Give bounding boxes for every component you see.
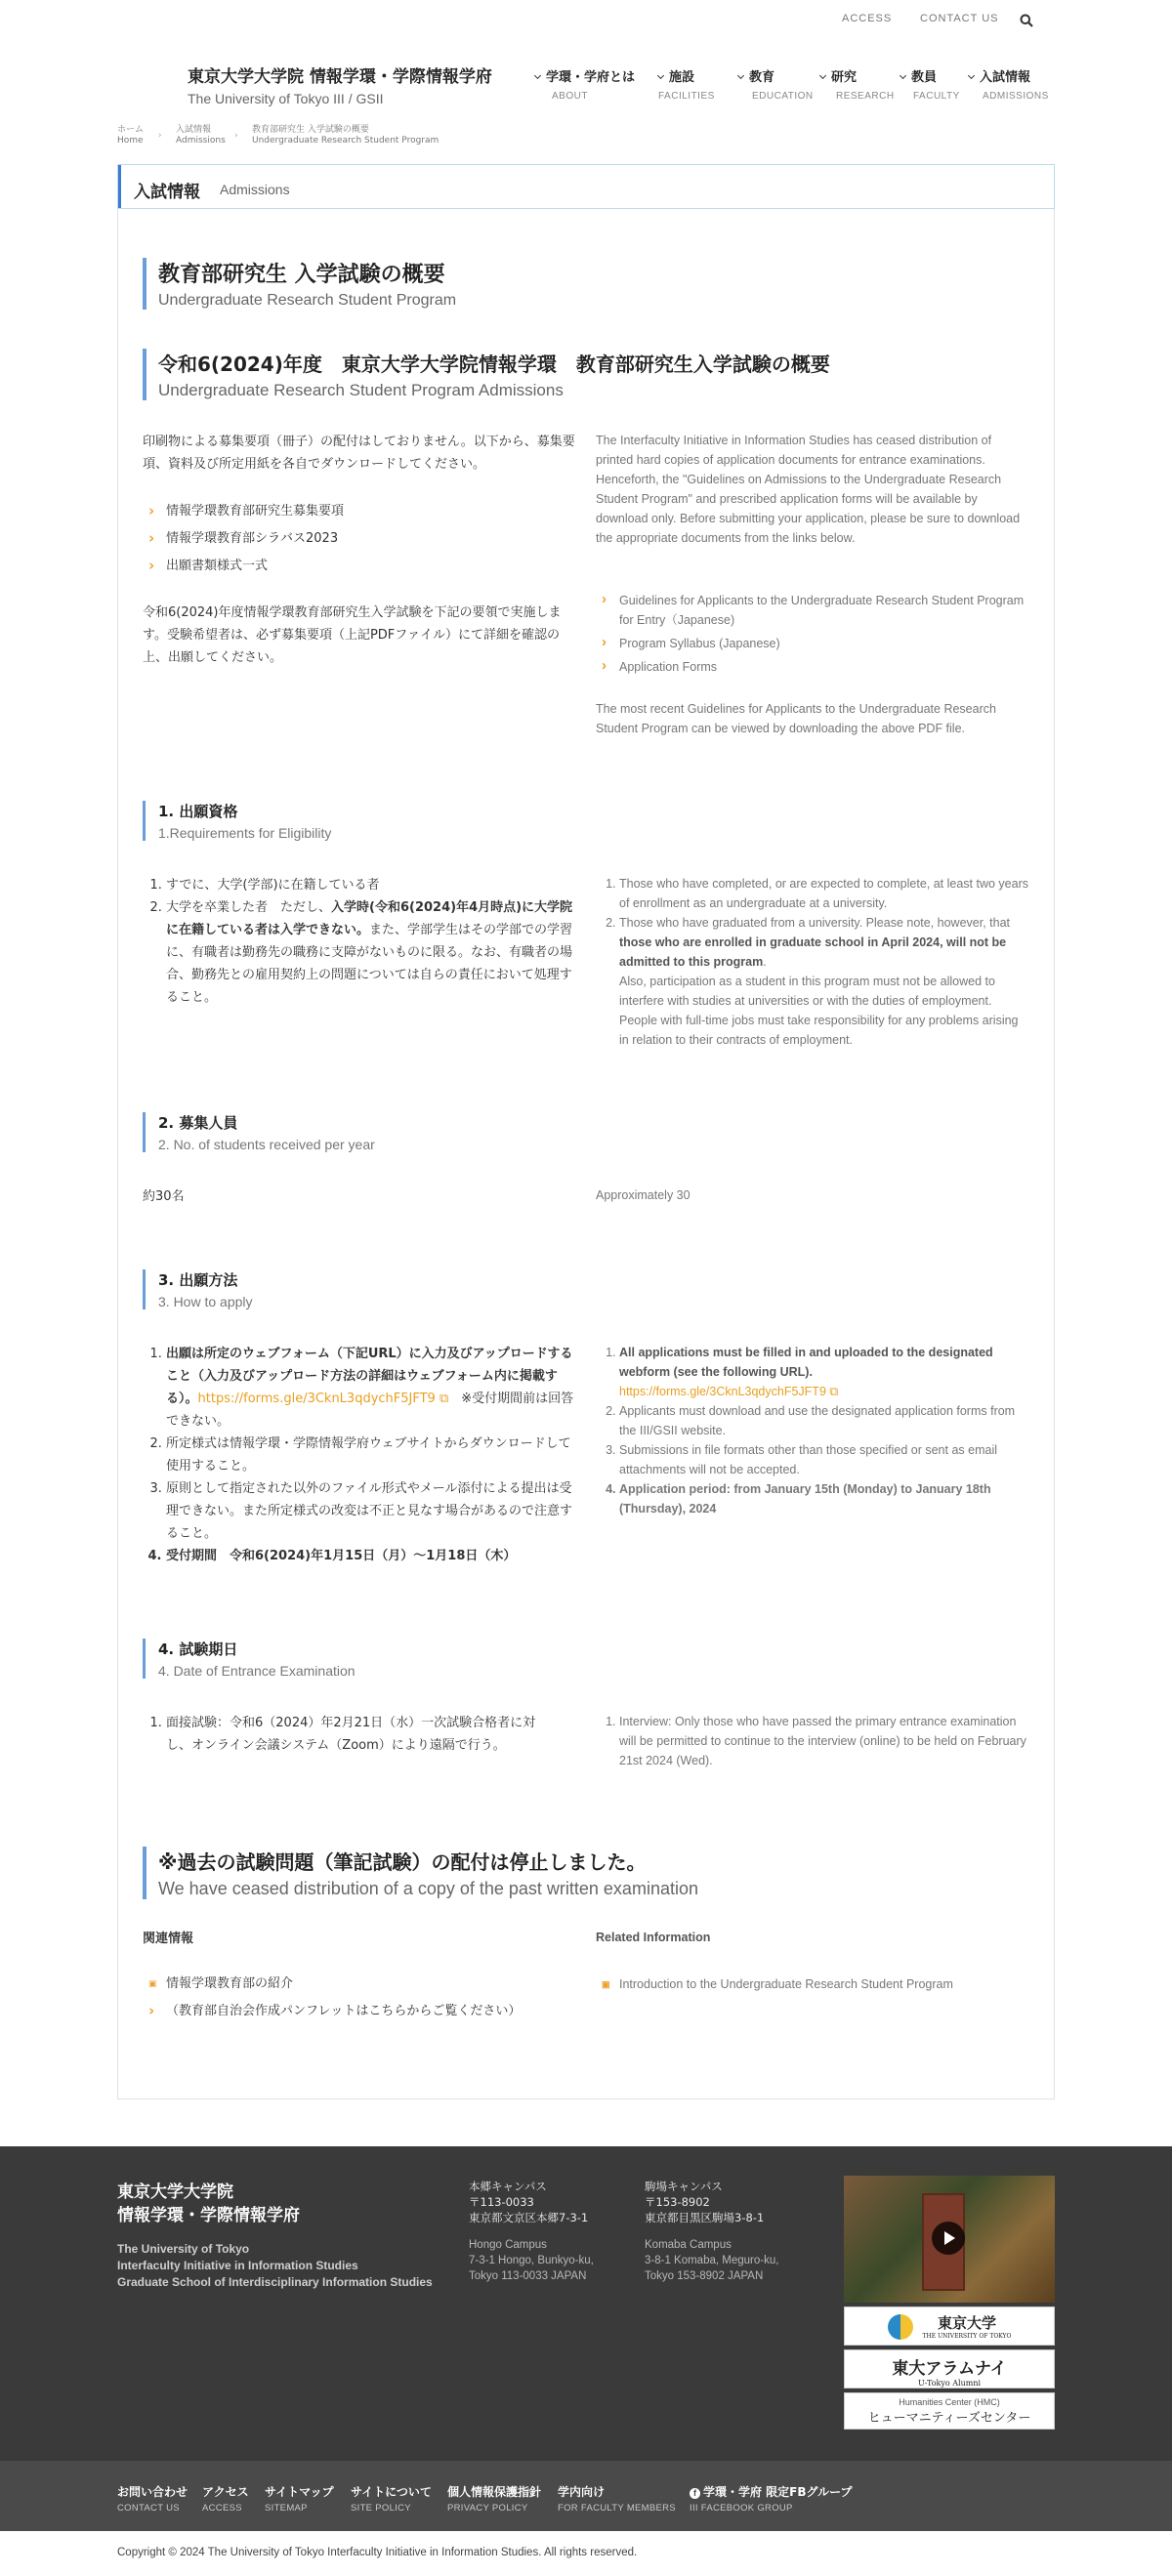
section-title-en: Admissions (220, 182, 290, 197)
exam-en-list (596, 1712, 1029, 1770)
external-link-icon: ⧉ (435, 1392, 449, 1406)
students-en-value: Approximately 30 (596, 1188, 691, 1202)
download-guidelines-en-link[interactable]: › Guidelines for Applicants to the Undergraduate Research Student Program for Entry（Japanese) (596, 591, 1029, 630)
eligibility-en-list (596, 874, 1029, 1050)
footer-privacy-link[interactable]: 個人情報保護指針 PRIVACY POLICY (447, 2485, 542, 2514)
footer-faculty-link[interactable]: 学内向け FOR FACULTY MEMBERS (558, 2485, 676, 2514)
nav-education[interactable]: 教育 EDUCATION (738, 66, 814, 105)
breadcrumb-current: 教育部研究生 入学試験の概要 Undergraduate Research Student Program (252, 125, 440, 145)
chevron-down-icon (968, 72, 975, 79)
heading-exam-date: 4. 試験期日 4. Date of Entrance Examination (143, 1639, 356, 1679)
hongo-campus-address: 本郷キャンパス 〒113-0033 東京都文京区本郷7-3-1 Hongo Campus 7-3-1 Hongo, Bunkyo-ku, Tokyo 113-0033 JAPAN (469, 2180, 594, 2282)
heading-eligibility: 1. 出願資格 1.Requirements for Eligibility (143, 801, 331, 841)
utokyo-logo-icon (888, 2314, 913, 2340)
eligibility-ja-list (143, 874, 576, 1009)
page-title: 教育部研究生 入学試験の概要 Undergraduate Research Student Program (143, 258, 456, 310)
page-subtitle: 令和6(2024)年度 東京大学大学院情報学環 教育部研究生入学試験の概要 Undergraduate Research Student Program Admissions (143, 349, 830, 400)
chevron-down-icon (900, 72, 906, 79)
external-link-icon: ⧉ (825, 1385, 839, 1398)
download-syllabus-en-link[interactable]: › Program Syllabus (Japanese) (596, 634, 1029, 653)
related-en-links (596, 1974, 1029, 1998)
related-ja-links (143, 1971, 576, 2025)
download-guidelines-ja-link[interactable]: › 情報学環教育部研究生募集要項 (143, 498, 576, 525)
list-item: 4. 受付期間 令和6(2024)年1月15日（月）〜1月18日（木） (166, 1545, 576, 1567)
nav-faculty[interactable]: 教員 FACULTY (900, 66, 960, 105)
footer-org-name[interactable]: 東京大学大学院 情報学環・学際情報学府 (117, 2182, 300, 2225)
download-forms-ja-link[interactable]: › 出願書類様式一式 (143, 553, 576, 580)
list-item: 2. Applicants must download and use the designated application forms from the III/GSII website. (619, 1401, 1029, 1440)
list-item: 1. すでに、大学(学部)に在籍している者 (166, 874, 576, 896)
search-icon[interactable] (1020, 13, 1033, 26)
webform-link-en[interactable]: https://forms.gle/3CknL3qdychF5JFT9 (619, 1385, 826, 1398)
chevron-down-icon (737, 72, 744, 79)
apply-ja-list (143, 1343, 576, 1567)
intro-ja-text-2: 令和6(2024)年度情報学環教育部研究生入学試験を下記の要領で実施します。受験希望者は、必ず募集要項（上記PDFファイル）にて詳細を確認の上、出願してください。 (143, 605, 562, 665)
list-item: 4. Application period: from January 15th (Monday) to January 18th (Thursday), 2024 (619, 1479, 1029, 1518)
footer-contact-link[interactable]: お問い合わせ CONTACT US (117, 2485, 188, 2514)
apply-en-list (596, 1343, 1029, 1518)
list-item: 2. Those who have graduated from a university. Please note, however, that those who are enrolled in graduate school in April 2024, will not be admitted to this program. Also, participation as a student in this program must not be allowed to interfere with studies at universities or with the duties of employment. People with full-time jobs must take responsibility for any problems arising in relation to their contracts of employment. (619, 913, 1029, 1050)
site-title[interactable] (188, 62, 492, 106)
komaba-campus-address: 駒場キャンパス 〒153-8902 東京都目黒区駒場3-8-1 Komaba Campus 3-8-1 Komaba, Meguro-ku, Tokyo 153-8902 JAPAN (645, 2180, 779, 2282)
contact-link[interactable]: CONTACT US (920, 13, 999, 24)
nav-about[interactable]: 学環・学府とは ABOUT (535, 66, 635, 105)
chevron-down-icon (657, 72, 664, 79)
intro-en-text-2: The most recent Guidelines for Applicants to the Undergraduate Research Student Program can be viewed by downloading the above PDF file. (596, 702, 996, 735)
access-link[interactable]: ACCESS (842, 13, 893, 24)
footer-site-policy-link[interactable]: サイトについて SITE POLICY (351, 2485, 432, 2514)
list-item: 3. 原則として指定された以外のファイル形式やメール添付による提出は受理できない。また所定様式の改変は不正と見なす場合があるので注意すること。 (166, 1477, 576, 1545)
list-item: 1. 出願は所定のウェブフォーム（下記URL）に入力及びアップロードすること（入力及びアップロード方法の詳細はウェブフォーム内に掲載する）。https://forms.gle/3CknL3qdychF5JFT9 ⧉ ※受付期間前は回答できない。 (166, 1343, 576, 1433)
campus-video-thumbnail[interactable] (844, 2176, 1055, 2303)
footer-access-link[interactable]: アクセス ACCESS (202, 2485, 249, 2514)
related-intro-link[interactable]: ▣ 情報学環教育部の紹介 (143, 1971, 576, 1998)
top-utility-bar (0, 0, 1172, 39)
webform-link[interactable]: https://forms.gle/3CknL3qdychF5JFT9 (197, 1392, 436, 1406)
exam-ja-list (143, 1712, 553, 1757)
chevron-down-icon (819, 72, 826, 79)
chevron-down-icon (534, 72, 541, 79)
facebook-icon: f (690, 2488, 700, 2499)
nav-admissions[interactable]: 入試情報 ADMISSIONS (969, 66, 1049, 105)
section-title-ja: 入試情報 (134, 183, 200, 202)
footer-facebook-link[interactable]: f 学環・学府 限定FBグループ III FACEBOOK GROUP (690, 2485, 853, 2514)
related-pamphlet-link[interactable]: › （教育部自治会作成パンフレットはこちらからご覧ください） (143, 1998, 576, 2025)
list-item: 1. Interview: Only those who have passed the primary entrance examination will be permitted to continue to the interview (online) to be held on February 21st 2024 (Wed). (619, 1712, 1029, 1770)
students-ja-value: 約30名 (143, 1189, 185, 1204)
footer-org-name-en: The University of Tokyo Interfaculty Initiative in Information Studies Graduate School of Interdisciplinary Information Studies (117, 2242, 433, 2289)
related-ja-title: 関連情報 (143, 1932, 194, 1946)
download-forms-en-link[interactable]: › Application Forms (596, 657, 1029, 677)
humanities-center-banner[interactable]: Humanities Center (HMC) ヒューマニティーズセンター (844, 2392, 1055, 2430)
breadcrumb-separator: › (158, 131, 162, 141)
breadcrumb-admissions[interactable]: 入試情報 Admissions (176, 125, 226, 145)
download-syllabus-ja-link[interactable]: › 情報学環教育部シラバス2023 (143, 525, 576, 553)
utokyo-alumni-banner[interactable]: 東大アラムナイ U-Tokyo Alumni (844, 2349, 1055, 2389)
related-en-title: Related Information (596, 1931, 711, 1944)
section-header (117, 164, 1055, 209)
site-title-en: The University of Tokyo III / GSII (188, 91, 384, 106)
nav-facilities[interactable]: 施設 FACILITIES (658, 70, 715, 102)
play-icon[interactable] (932, 2222, 965, 2255)
list-item: 2. 大学を卒業した者 ただし、入学時(令和6(2024)年4月時点)に大学院に在籍している者は入学できない。また、学部学生はその学部での学習に、有職者は勤務先の職務に支障がないものに限る。なお、有職者の場合、勤務先との雇用契約上の問題については自らの責任において処理すること。 (166, 896, 576, 1009)
list-item: 1. Those who have completed, or are expected to complete, at least two years of enrollment as an undergraduate at a university. (619, 874, 1029, 913)
nav-research[interactable]: 研究 RESEARCH (820, 66, 895, 105)
related-intro-en-link[interactable]: ▣ Introduction to the Undergraduate Research Student Program (596, 1974, 1029, 1994)
breadcrumb-home[interactable]: ホーム Home (117, 125, 145, 145)
heading-students: 2. 募集人員 2. No. of students received per year (143, 1112, 375, 1152)
breadcrumb-separator: › (234, 131, 238, 141)
heading-how-to-apply: 3. 出願方法 3. How to apply (143, 1269, 253, 1309)
intro-en-text: The Interfaculty Initiative in Information Studies has ceased distribution of printed hard copies of application documents for entrance examinations. Henceforth, the "Guidelines on Admissions to the Undergraduate Research Student Program" and prescribed application forms will be available by download only. Before submitting your application, please be sure to download the appropriate documents from the links below. (596, 434, 1021, 545)
list-item: 1. 面接試験：令和6（2024）年2月21日（水）一次試験合格者に対し、オンライン会議システム（Zoom）により遠隔で行う。 (166, 1712, 553, 1757)
list-item: 1. All applications must be filled in and uploaded to the designated webform (see the following URL). https://forms.gle/3CknL3qdychF5JFT9 ⧉ (619, 1343, 1029, 1401)
intro-en-links (596, 591, 1029, 681)
intro-ja-links (143, 498, 576, 580)
site-title-ja: 東京大学大学院 情報学環・学際情報学府 (188, 67, 492, 87)
intro-ja-text: 印刷物による募集要項（冊子）の配付はしておりません。以下から、募集要項、資料及び所定用紙を各自でダウンロードしてください。 (143, 435, 575, 472)
footer-sitemap-link[interactable]: サイトマップ SITEMAP (265, 2485, 334, 2514)
list-item: 3. Submissions in file formats other than those specified or sent as email attachments will not be accepted. (619, 1440, 1029, 1479)
notice-heading: ※過去の試験問題（筆記試験）の配付は停止しました。 We have ceased distribution of a copy of the past written examination (143, 1847, 698, 1899)
copyright: Copyright © 2024 The University of Tokyo Interfaculty Initiative in Information Studies. All rights reserved. (117, 2547, 638, 2558)
utokyo-banner[interactable]: 東京大学 THE UNIVERSITY OF TOKYO (844, 2306, 1055, 2346)
list-item: 2. 所定様式は情報学環・学際情報学府ウェブサイトからダウンロードして使用すること。 (166, 1433, 576, 1477)
